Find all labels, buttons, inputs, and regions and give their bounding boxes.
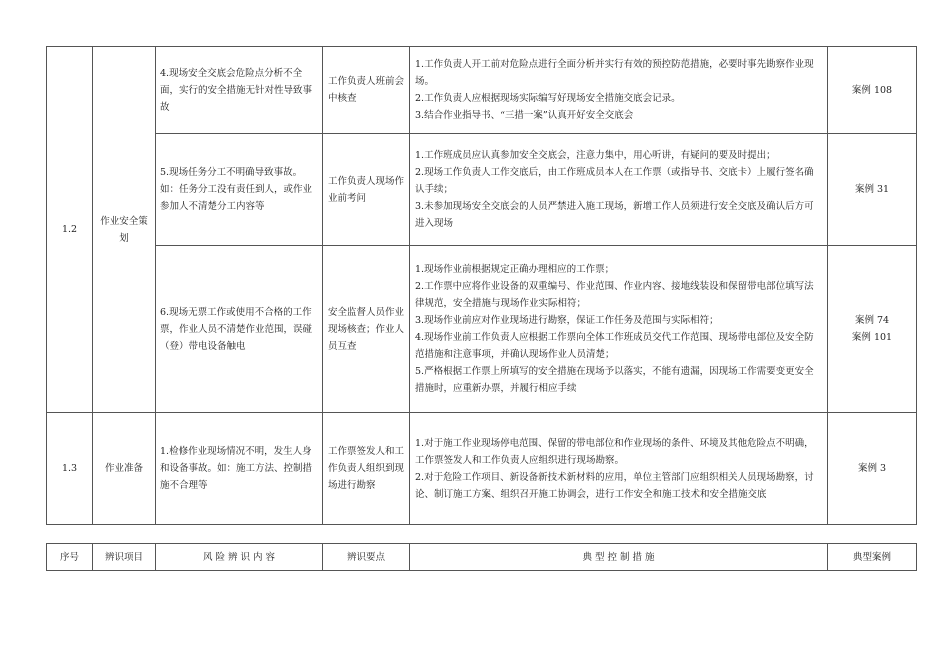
table-row xyxy=(47,413,917,525)
typical-case: 案例 31 xyxy=(828,134,917,246)
identify-item: 作业安全策划 xyxy=(93,47,156,413)
header-point: 辨识要点 xyxy=(323,544,410,571)
table-row xyxy=(47,134,917,246)
header-table xyxy=(46,543,917,571)
header-measures: 典 型 控 制 措 施 xyxy=(410,544,828,571)
case-label: 案例 101 xyxy=(851,332,893,343)
control-measures xyxy=(410,413,828,525)
measure-item: 4.现场作业前工作负责人应根据工作票向全体工作班成员交代工作范围、现场带电部位及安全防范措施和注意事项，并确认现场作业人员清楚； xyxy=(415,332,814,360)
table-header-row xyxy=(47,544,917,571)
table-row xyxy=(47,47,917,134)
identify-point: 工作票签发人和工作负责人组织到现场进行勘察 xyxy=(323,413,410,525)
typical-case: 案例 3 xyxy=(828,413,917,525)
typical-case: 案例 108 xyxy=(828,47,917,134)
measure-item: 2.现场工作负责人工作交底后，由工作班成员本人在工作票（或指导书、交底卡）上履行签名确认手续； xyxy=(415,167,814,195)
identify-item: 作业准备 xyxy=(93,413,156,525)
measure-item: 1.现场作业前根据规定正确办理相应的工作票； xyxy=(415,264,615,275)
measure-item: 3.结合作业指导书、“三措一案”认真开好安全交底会 xyxy=(415,110,634,121)
risk-content: 1.检修作业现场情况不明，发生人身和设备事故。如：施工方法、控制措施不合理等 xyxy=(156,413,323,525)
typical-case xyxy=(828,246,917,413)
measure-item: 2.对于危险工作项目、新设备新技术新材料的应用，单位主管部门应组织相关人员现场勘察，讨论、制订施工方案、组织召开施工协调会，进行工作安全和施工技术和安全措施交底 xyxy=(415,471,814,500)
measure-item: 3.现场作业前应对作业现场进行勘察，保证工作任务及范围与实际相符； xyxy=(415,315,719,326)
measure-item: 3.未参加现场安全交底会的人员严禁进入施工现场，新增工作人员须进行安全交底及确认后方可进入现场 xyxy=(415,201,814,229)
identify-point: 工作负责人班前会中核查 xyxy=(323,47,410,134)
control-measures xyxy=(410,47,828,134)
control-measures xyxy=(410,134,828,246)
control-measures xyxy=(410,246,828,413)
case-label: 案例 74 xyxy=(854,315,890,326)
risk-content: 5.现场任务分工不明确导致事故。如：任务分工没有责任到人，或作业参加人不清楚分工内容等 xyxy=(156,134,323,246)
header-num: 序号 xyxy=(47,544,93,571)
header-cases: 典型案例 xyxy=(828,544,917,571)
measure-item: 1.工作负责人开工前对危险点进行全面分析并实行有效的预控防范措施，必要时事先勘察作业现场。 xyxy=(415,59,814,87)
risk-content: 4.现场安全交底会危险点分析不全面，实行的安全措施无针对性导致事故 xyxy=(156,47,323,134)
measure-item: 2.工作负责人应根据现场实际编写好现场安全措施交底会记录。 xyxy=(415,93,681,104)
table-row xyxy=(47,246,917,413)
measure-item: 1.对于施工作业现场停电范围、保留的带电部位和作业现场的条件、环境及其他危险点不明确，工作票签发人和工作负责人应组织进行现场勘察。 xyxy=(415,437,814,466)
row-number: 1.3 xyxy=(47,413,93,525)
header-content: 风 险 辨 识 内 容 xyxy=(156,544,323,571)
measure-item: 2.工作票中应将作业设备的双重编号、作业范围、作业内容、接地线装设和保留带电部位填写法律规范，安全措施与现场作业实际相符； xyxy=(415,281,814,309)
row-number: 1.2 xyxy=(47,47,93,413)
risk-content: 6.现场无票工作或使用不合格的工作票，作业人员不清楚作业范围，误碰（登）带电设备触电 xyxy=(156,246,323,413)
measure-item: 5.严格根据工作票上所填写的安全措施在现场予以落实，不能有遗漏，因现场工作需要变更安全措施时，应重新办票，并履行相应手续 xyxy=(415,366,814,394)
identify-point: 安全监督人员作业现场核查；作业人员互查 xyxy=(323,246,410,413)
measure-item: 1.工作班成员应认真参加安全交底会，注意力集中，用心听讲，有疑问的要及时提出； xyxy=(415,150,776,161)
header-item: 辨识项目 xyxy=(93,544,156,571)
identify-point: 工作负责人现场作业前考问 xyxy=(323,134,410,246)
risk-table xyxy=(46,46,917,525)
